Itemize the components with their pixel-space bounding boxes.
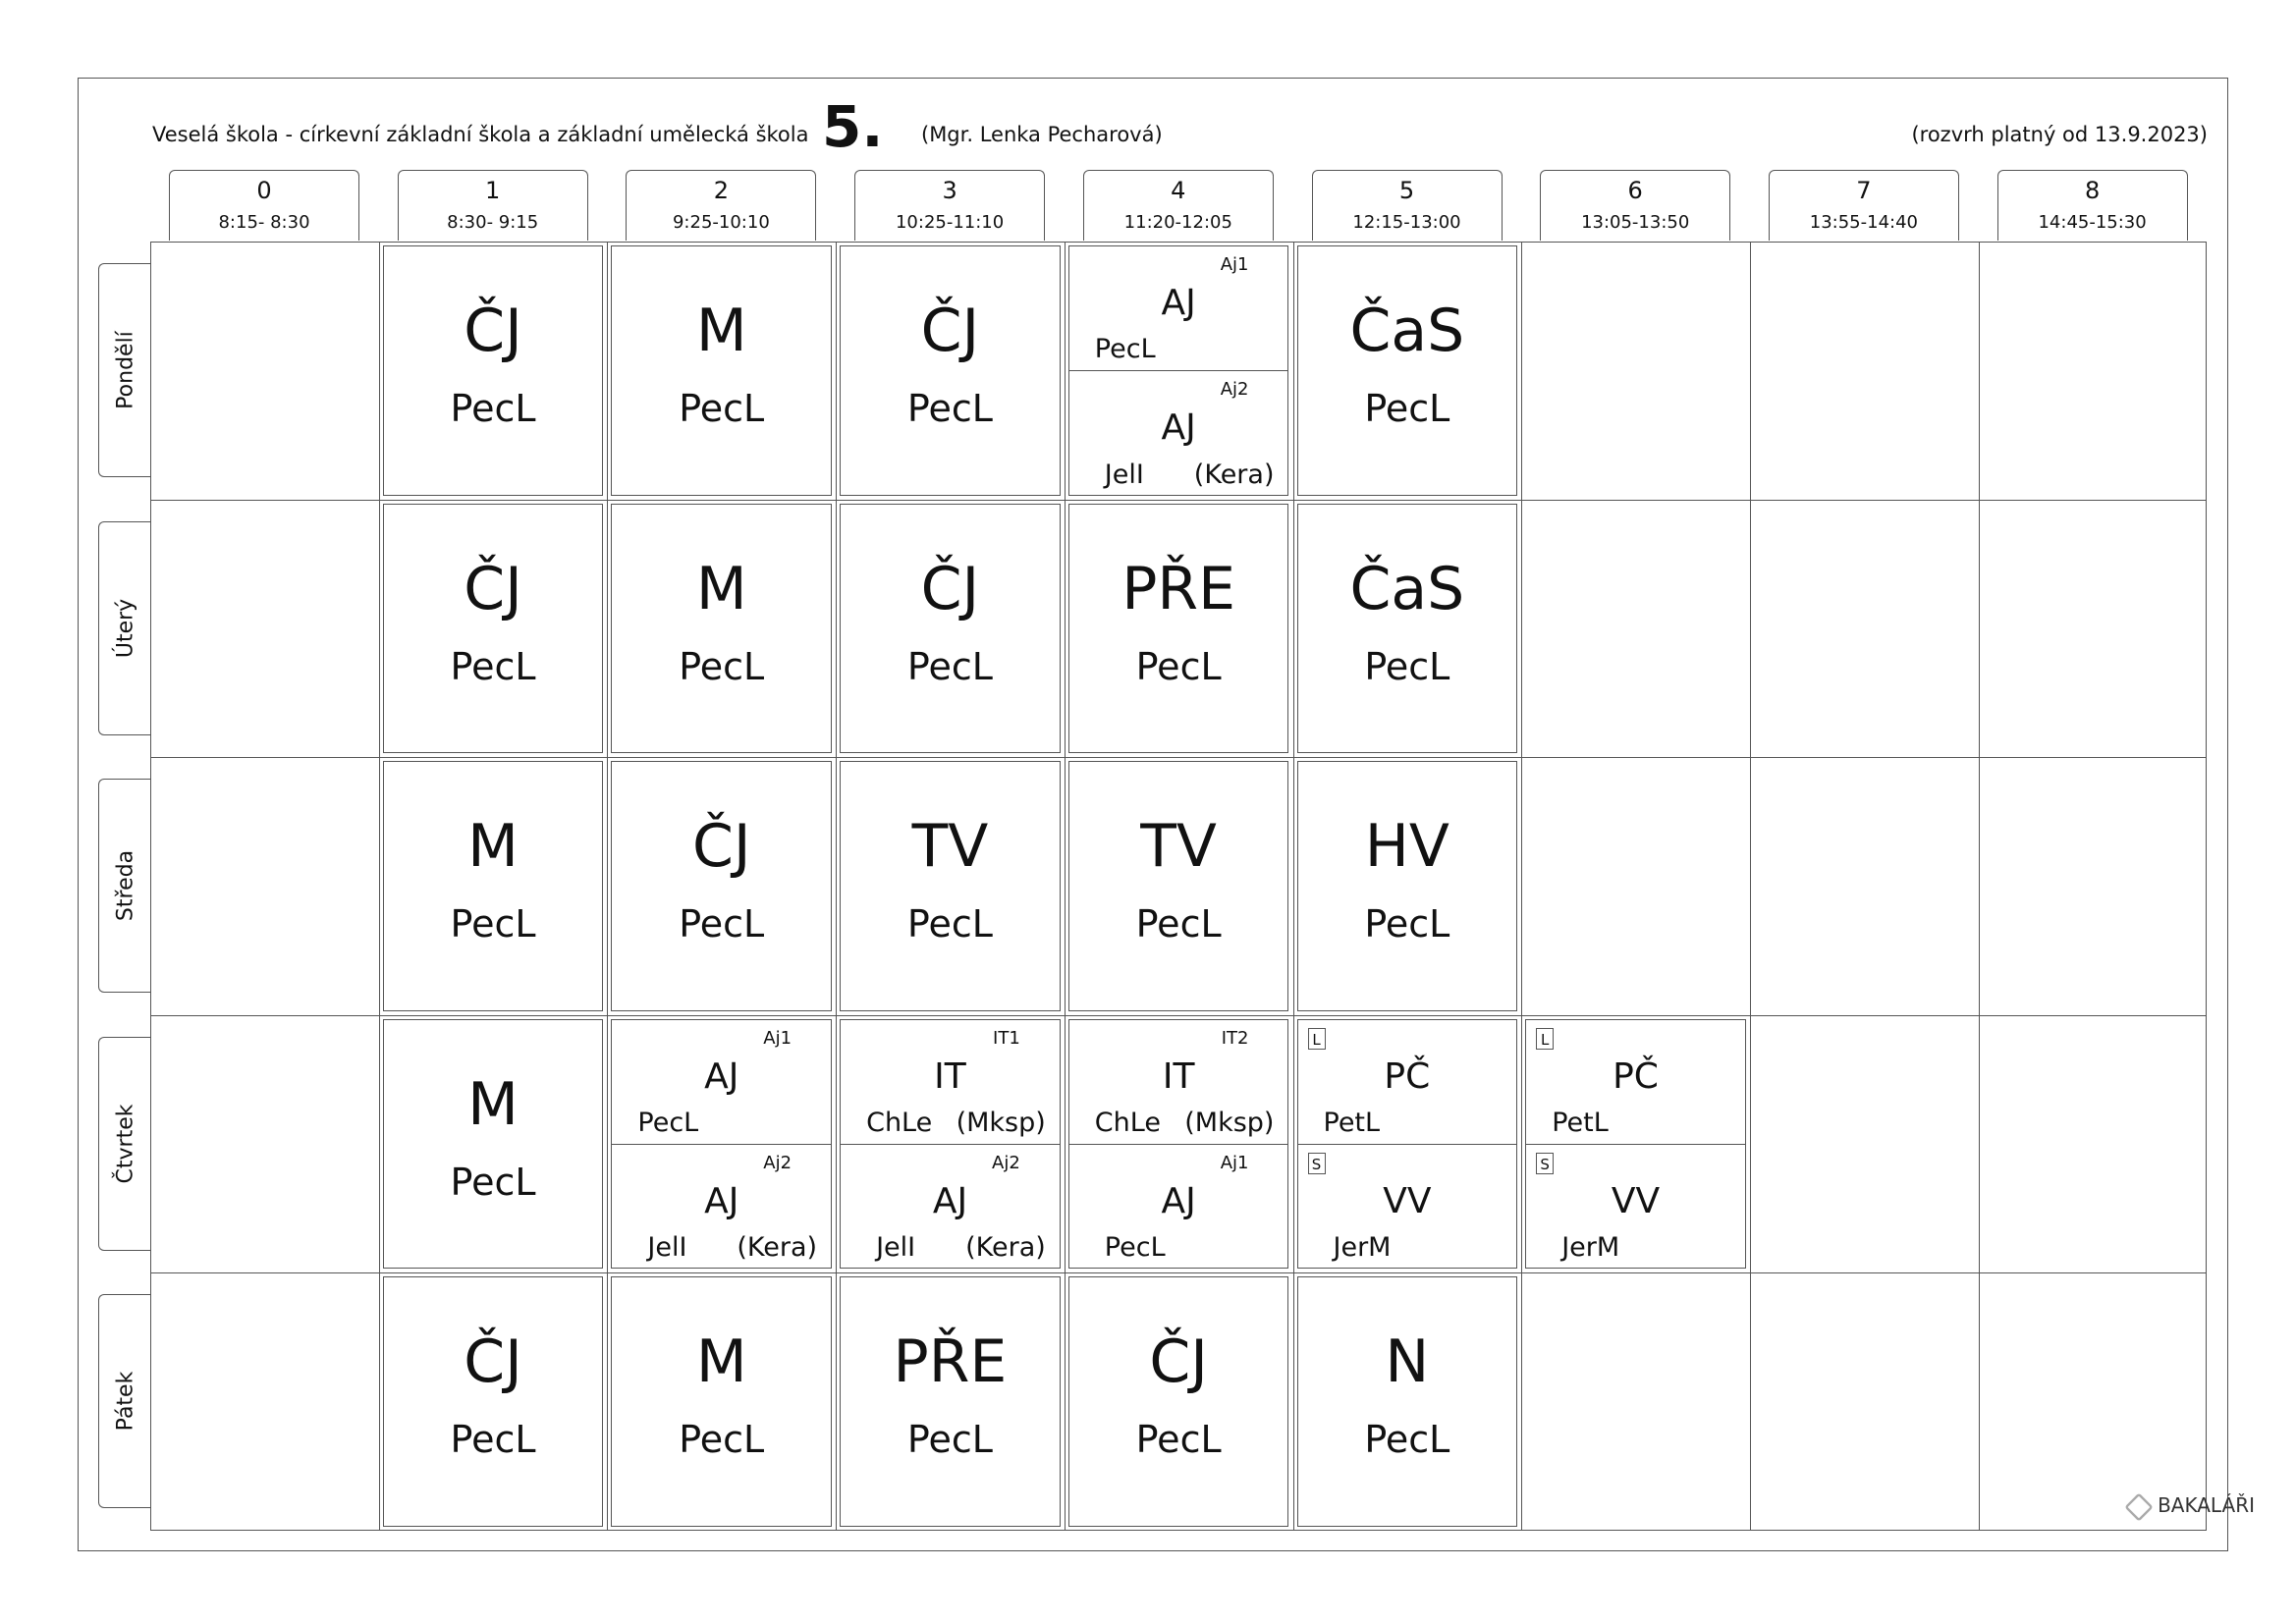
period-time: 9:25-10:10 xyxy=(672,212,770,233)
lesson-cell[interactable] xyxy=(383,1019,604,1270)
lesson-subject: VV xyxy=(1383,1181,1432,1222)
lesson-group[interactable] xyxy=(1069,246,1288,370)
lesson-subject: PŘE xyxy=(893,1327,1008,1397)
lesson-teacher: PecL xyxy=(906,1418,993,1462)
period-number: 3 xyxy=(942,177,957,204)
period-tab xyxy=(1312,170,1503,241)
grid-column-divider xyxy=(607,242,608,1531)
lesson-subject: M xyxy=(467,812,519,882)
lesson-subject: ČJ xyxy=(920,554,980,623)
lesson-group[interactable] xyxy=(1069,1020,1288,1144)
lesson-cell[interactable] xyxy=(1068,1276,1289,1527)
lesson-room: (Kera) xyxy=(737,1232,818,1264)
grid-column-divider xyxy=(1293,242,1294,1531)
lesson-teacher: PecL xyxy=(1094,334,1156,365)
lesson-group[interactable] xyxy=(841,1144,1060,1269)
period-time: 13:55-14:40 xyxy=(1809,212,1919,233)
lesson-teacher: JerM xyxy=(1333,1232,1392,1264)
period-number: 7 xyxy=(1856,177,1872,204)
lesson-group[interactable] xyxy=(1526,1020,1745,1144)
lesson-subject: M xyxy=(467,1069,519,1139)
group-label: Aj2 xyxy=(1220,379,1249,401)
period-time: 8:15- 8:30 xyxy=(218,212,310,233)
lesson-cell[interactable] xyxy=(383,245,604,496)
period-time: 14:45-15:30 xyxy=(2038,212,2147,233)
class-teacher: (Mgr. Lenka Pecharová) xyxy=(921,123,1163,146)
day-tab xyxy=(98,779,151,993)
day-tab xyxy=(98,521,151,735)
lesson-subject: AJ xyxy=(704,1181,739,1222)
lesson-cell[interactable] xyxy=(1068,245,1289,496)
lesson-group[interactable] xyxy=(612,1144,831,1269)
lesson-cell[interactable] xyxy=(1525,1019,1746,1270)
lesson-teacher: PecL xyxy=(1135,902,1222,947)
grid-row-divider xyxy=(150,757,2207,758)
lesson-teacher: PecL xyxy=(906,387,993,430)
lesson-cell[interactable] xyxy=(611,761,832,1011)
grid-column-divider xyxy=(379,242,380,1531)
lesson-teacher: PecL xyxy=(1135,644,1222,688)
lesson-room: (Kera) xyxy=(1193,459,1275,490)
lesson-subject: PČ xyxy=(1613,1055,1659,1097)
grid-column-divider xyxy=(1521,242,1522,1531)
lesson-teacher: PetL xyxy=(1323,1108,1381,1139)
lesson-subject: PŘE xyxy=(1121,554,1236,623)
lesson-subject: AJ xyxy=(1161,407,1196,449)
lesson-subject: N xyxy=(1385,1327,1430,1397)
period-number: 5 xyxy=(1398,177,1415,204)
lesson-group[interactable] xyxy=(841,1020,1060,1144)
day-label: Čtvrtek xyxy=(113,1104,137,1184)
lesson-subject: AJ xyxy=(1161,1181,1196,1222)
group-label: IT2 xyxy=(1221,1027,1249,1049)
lesson-subject: M xyxy=(695,297,747,365)
lesson-teacher: PecL xyxy=(906,902,993,947)
period-tab xyxy=(1769,170,1959,241)
lesson-cell[interactable] xyxy=(1297,761,1518,1011)
lesson-subject: M xyxy=(695,554,747,623)
lesson-subject: ČJ xyxy=(464,554,522,623)
lesson-subject: TV xyxy=(1140,812,1217,882)
group-flag: L xyxy=(1536,1028,1554,1050)
period-tab xyxy=(1540,170,1730,241)
lesson-group[interactable] xyxy=(1298,1020,1517,1144)
period-number: 8 xyxy=(2084,177,2101,204)
lesson-subject: TV xyxy=(911,812,989,882)
period-time: 12:15-13:00 xyxy=(1352,212,1461,233)
lesson-subject: ČaS xyxy=(1349,297,1465,365)
day-label: Pondělí xyxy=(113,331,137,409)
lesson-teacher: PecL xyxy=(450,644,536,688)
lesson-group[interactable] xyxy=(1298,1144,1517,1269)
lesson-teacher: JerM xyxy=(1561,1232,1620,1264)
lesson-teacher: PecL xyxy=(1135,1418,1222,1462)
lesson-cell[interactable] xyxy=(840,1276,1061,1527)
lesson-teacher: PecL xyxy=(679,902,765,947)
lesson-group[interactable] xyxy=(1069,1144,1288,1269)
lesson-subject: VV xyxy=(1611,1181,1661,1222)
period-time: 8:30- 9:15 xyxy=(447,212,539,233)
period-number: 0 xyxy=(256,177,272,204)
grid-row-divider xyxy=(150,1272,2207,1273)
period-tab xyxy=(626,170,816,241)
lesson-teacher: PecL xyxy=(1104,1232,1166,1264)
lesson-cell[interactable] xyxy=(840,761,1061,1011)
day-tab xyxy=(98,1037,151,1251)
lesson-teacher: PecL xyxy=(450,902,536,947)
lesson-cell[interactable] xyxy=(383,1276,604,1527)
lesson-teacher: ChLe xyxy=(1094,1108,1161,1139)
lesson-teacher: PecL xyxy=(679,387,765,430)
lesson-subject: AJ xyxy=(704,1055,739,1097)
lesson-teacher: ChLe xyxy=(866,1108,933,1139)
lesson-group[interactable] xyxy=(1526,1144,1745,1269)
lesson-subject: ČJ xyxy=(464,297,522,365)
group-label: Aj1 xyxy=(763,1027,793,1049)
class-number: 5. xyxy=(822,93,884,160)
bakalari-logo xyxy=(2126,1493,2255,1520)
lesson-cell[interactable] xyxy=(1297,504,1518,754)
lesson-cell[interactable] xyxy=(1068,761,1289,1011)
day-label: Středa xyxy=(113,850,137,922)
day-label: Úterý xyxy=(113,598,137,658)
lesson-subject: PČ xyxy=(1384,1055,1431,1097)
group-flag: S xyxy=(1536,1153,1554,1174)
lesson-teacher: PetL xyxy=(1552,1108,1609,1139)
lesson-subject: IT xyxy=(934,1055,966,1097)
lesson-cell[interactable] xyxy=(1297,245,1518,496)
period-number: 2 xyxy=(713,177,730,204)
lesson-teacher: PecL xyxy=(679,1418,765,1462)
lesson-teacher: JelI xyxy=(647,1232,687,1264)
lesson-cell[interactable] xyxy=(840,1019,1061,1270)
lesson-cell[interactable] xyxy=(611,1019,832,1270)
lesson-teacher: PecL xyxy=(450,387,536,430)
group-label: Aj1 xyxy=(1220,1153,1249,1174)
period-time: 11:20-12:05 xyxy=(1123,212,1232,233)
lesson-group[interactable] xyxy=(1069,370,1288,495)
day-tab xyxy=(98,263,151,477)
lesson-cell[interactable] xyxy=(1297,1019,1518,1270)
lesson-cell[interactable] xyxy=(1068,1019,1289,1270)
lesson-teacher: PecL xyxy=(906,644,993,688)
lesson-room: (Mksp) xyxy=(956,1108,1046,1139)
period-tab xyxy=(398,170,588,241)
bakalari-hex-icon xyxy=(2124,1492,2153,1521)
lesson-subject: IT xyxy=(1162,1055,1195,1097)
group-label: Aj1 xyxy=(1220,254,1249,275)
lesson-cell[interactable] xyxy=(1297,1276,1518,1527)
lesson-cell[interactable] xyxy=(611,245,832,496)
lesson-teacher: PecL xyxy=(450,1418,536,1462)
group-flag: S xyxy=(1308,1153,1326,1174)
lesson-cell[interactable] xyxy=(383,504,604,754)
lesson-cell[interactable] xyxy=(611,1276,832,1527)
grid-row-divider xyxy=(150,500,2207,501)
lesson-subject: AJ xyxy=(1161,283,1196,323)
grid-column-divider xyxy=(1979,242,1980,1531)
lesson-room: (Kera) xyxy=(965,1232,1046,1264)
school-name: Veselá škola - církevní základní škola a základní umělecká škola xyxy=(152,123,809,146)
grid-column-divider xyxy=(836,242,837,1531)
grid-column-divider xyxy=(1750,242,1751,1531)
lesson-cell[interactable] xyxy=(383,761,604,1011)
lesson-teacher: PecL xyxy=(1364,387,1450,430)
period-time: 13:05-13:50 xyxy=(1581,212,1690,233)
period-time: 10:25-11:10 xyxy=(895,212,1005,233)
period-number: 6 xyxy=(1627,177,1643,204)
period-tab xyxy=(169,170,359,241)
lesson-room: (Mksp) xyxy=(1184,1108,1275,1139)
lesson-teacher: PecL xyxy=(1364,644,1450,688)
period-tab xyxy=(1997,170,2188,241)
period-tab xyxy=(854,170,1045,241)
period-number: 1 xyxy=(485,177,501,204)
group-label: Aj2 xyxy=(992,1153,1020,1174)
lesson-cell[interactable] xyxy=(840,245,1061,496)
lesson-teacher: PecL xyxy=(450,1160,536,1204)
logo-text: BAKALÁŘI xyxy=(2158,1493,2255,1517)
lesson-subject: ČJ xyxy=(464,1327,522,1397)
lesson-subject: ČaS xyxy=(1349,554,1465,623)
lesson-cell[interactable] xyxy=(840,504,1061,754)
group-flag: L xyxy=(1308,1028,1326,1050)
lesson-cell[interactable] xyxy=(1068,504,1289,754)
lesson-teacher: PecL xyxy=(637,1108,699,1139)
period-tab xyxy=(1083,170,1274,241)
lesson-teacher: JelI xyxy=(1104,459,1144,490)
lesson-teacher: PecL xyxy=(1364,902,1450,947)
lesson-subject: ČJ xyxy=(691,812,751,882)
grid-column-divider xyxy=(1065,242,1066,1531)
lesson-group[interactable] xyxy=(612,1020,831,1144)
lesson-teacher: JelI xyxy=(876,1232,916,1264)
lesson-subject: ČJ xyxy=(920,297,980,365)
period-number: 4 xyxy=(1171,177,1186,204)
validity-note: (rozvrh platný od 13.9.2023) xyxy=(1911,123,2208,146)
lesson-cell[interactable] xyxy=(611,504,832,754)
lesson-subject: M xyxy=(695,1327,747,1397)
day-label: Pátek xyxy=(113,1372,137,1432)
lesson-subject: ČJ xyxy=(1149,1327,1208,1397)
lesson-subject: HV xyxy=(1364,812,1449,882)
lesson-subject: AJ xyxy=(932,1181,968,1222)
lesson-teacher: PecL xyxy=(1364,1418,1450,1462)
group-label: IT1 xyxy=(993,1027,1020,1049)
group-label: Aj2 xyxy=(763,1153,793,1174)
grid-row-divider xyxy=(150,1015,2207,1016)
day-tab xyxy=(98,1294,151,1508)
lesson-teacher: PecL xyxy=(679,644,765,688)
